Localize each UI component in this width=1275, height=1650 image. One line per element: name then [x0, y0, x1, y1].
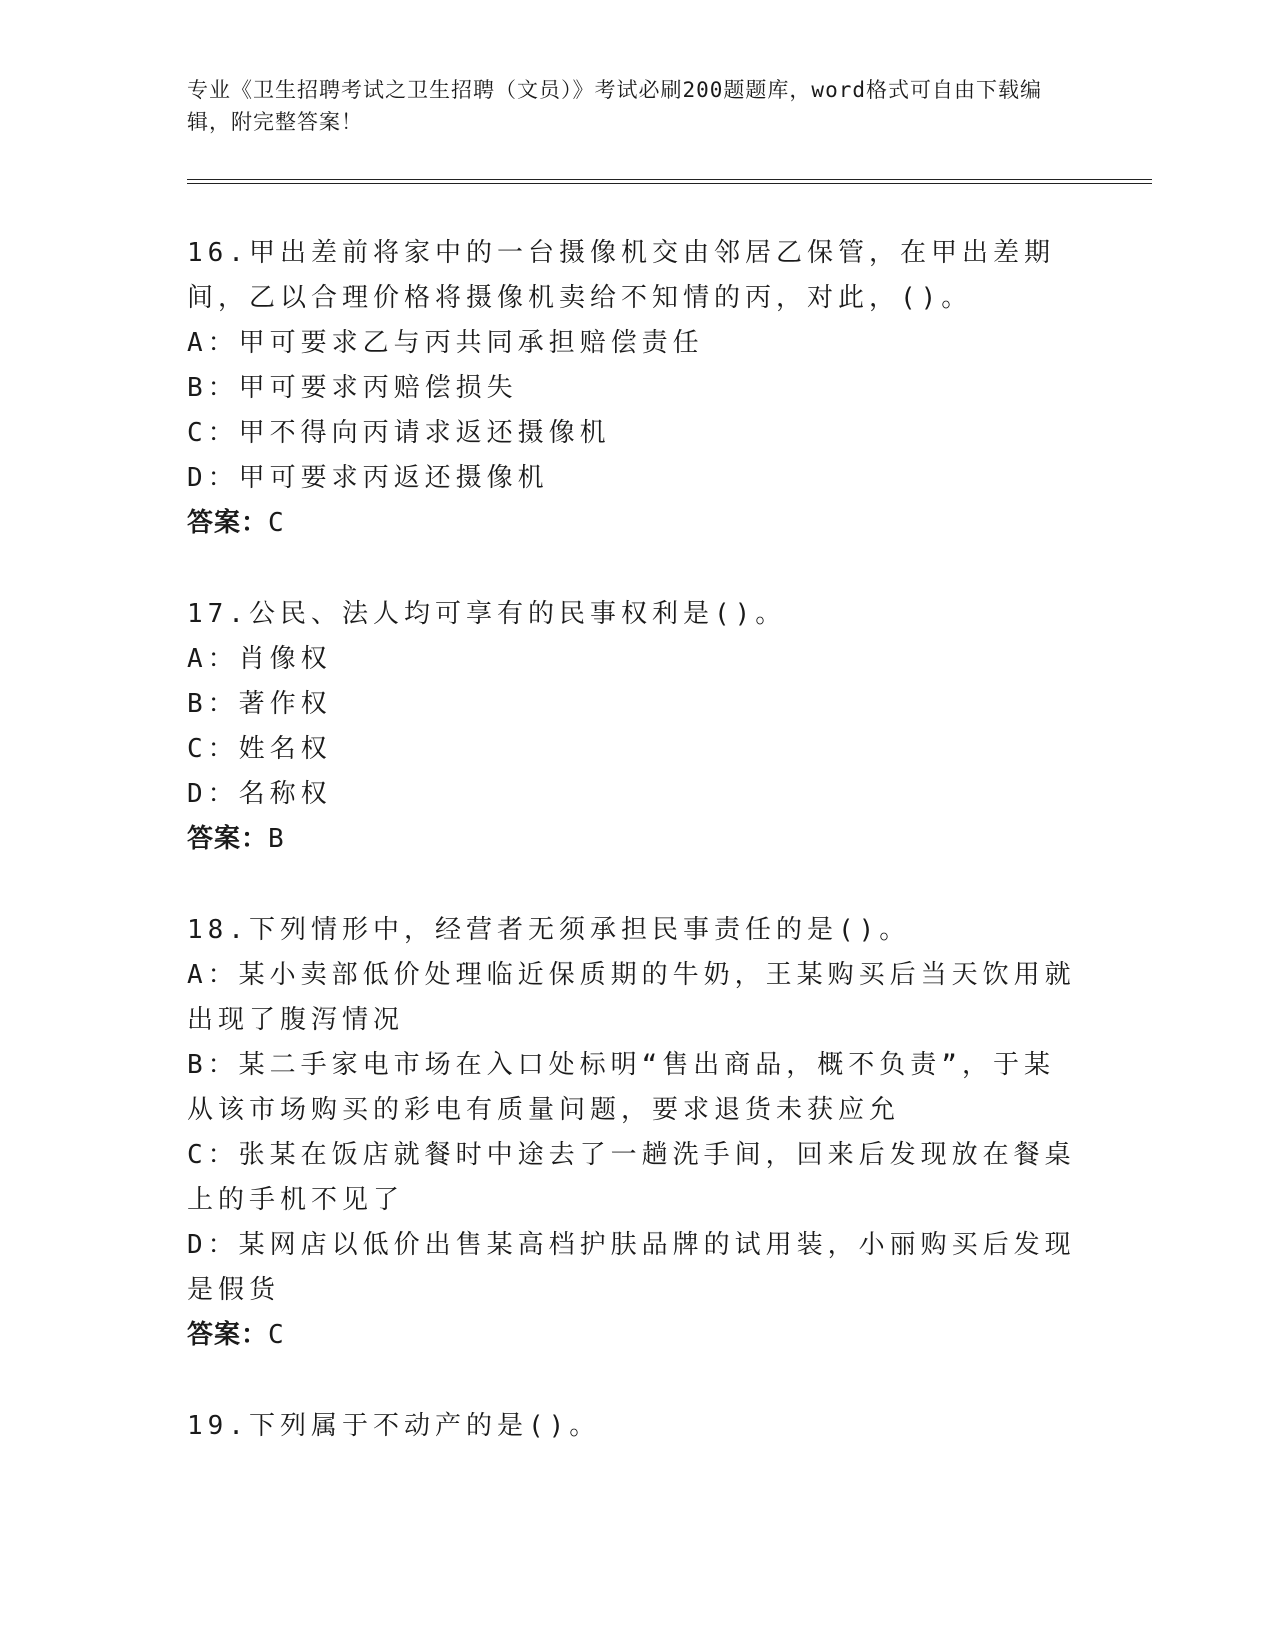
question-17: [187, 592, 1077, 862]
answer-value: C: [268, 508, 285, 538]
document-intro: 专业《卫生招聘考试之卫生招聘（文员）》考试必刷200题题库，word格式可自由下载编辑，附完整答案！: [187, 78, 1042, 134]
option-d: D：名称权: [187, 779, 332, 809]
answer-label: 答案：: [187, 1320, 269, 1350]
option-c: C：张某在饭店就餐时中途去了一趟洗手间，回来后发现放在餐桌上的手机不见了: [187, 1140, 1076, 1215]
option-a: A：甲可要求乙与丙共同承担赔偿责任: [187, 328, 704, 358]
answer-label: 答案：: [187, 508, 269, 538]
answer-value: B: [268, 824, 285, 854]
question-16: [187, 231, 1077, 546]
answer-value: C: [268, 1320, 285, 1350]
option-d: D：甲可要求丙返还摄像机: [187, 463, 549, 493]
answer-line: [187, 817, 1077, 862]
question-stem: 18.下列情形中，经营者无须承担民事责任的是()。: [187, 915, 911, 945]
option-b: B：甲可要求丙赔偿损失: [187, 373, 518, 403]
option-a: A：某小卖部低价处理临近保质期的牛奶，王某购买后当天饮用就出现了腹泻情况: [187, 960, 1076, 1035]
question-list: [187, 231, 1077, 1495]
answer-line: [187, 501, 1077, 546]
question-19: [187, 1404, 1077, 1449]
option-b: B：著作权: [187, 689, 332, 719]
option-d: D：某网店以低价出售某高档护肤品牌的试用装，小丽购买后发现是假货: [187, 1230, 1076, 1305]
answer-label: 答案：: [187, 824, 269, 854]
question-stem: 19.下列属于不动产的是()。: [187, 1411, 601, 1441]
option-b: B：某二手家电市场在入口处标明“售出商品，概不负责”，于某从该市场购买的彩电有质量问题，要求退货未获应允: [187, 1050, 1055, 1125]
question-stem: 17.公民、法人均可享有的民事权利是()。: [187, 599, 787, 629]
option-a: A：肖像权: [187, 644, 332, 674]
answer-line: [187, 1313, 1077, 1358]
option-c: C：甲不得向丙请求返还摄像机: [187, 418, 611, 448]
question-stem: 16.甲出差前将家中的一台摄像机交由邻居乙保管，在甲出差期间，乙以合理价格将摄像机卖给不知情的丙，对此，()。: [187, 238, 1055, 313]
header-divider-bottom: [187, 183, 1152, 184]
header-divider-top: [187, 179, 1152, 180]
option-c: C：姓名权: [187, 734, 332, 764]
question-18: [187, 908, 1077, 1358]
